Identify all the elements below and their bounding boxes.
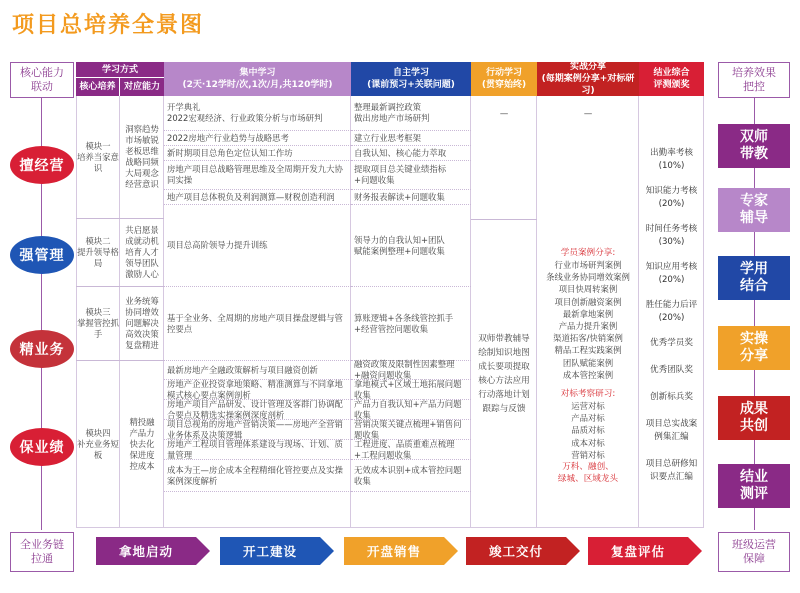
flow-stage: [466, 537, 566, 565]
badge-label: 学用结合: [740, 261, 768, 294]
self-study-task: 拿地模式+区域土地拓展问题收集: [351, 380, 471, 400]
left-top-label: 核心能力联动: [20, 66, 64, 93]
badge-label: 双师带教: [740, 129, 768, 162]
header-core-training: [76, 78, 120, 96]
concentrated-topic: 2022房地产行业趋势与战略思考: [164, 131, 351, 146]
self-study-task: 无效成本识别+成本管控问题收集: [351, 460, 471, 492]
left-bottom-label-box: [10, 532, 74, 572]
module-badge-business: [10, 330, 74, 368]
evaluation-name: 优秀学员奖: [650, 338, 693, 348]
flow-stage: [344, 537, 444, 565]
evaluation-name: 优秀团队奖: [650, 365, 693, 375]
header-text: 行动学习: [485, 68, 522, 78]
concentrated-topic: 成本为王—房企成本全程精细化管控要点及实操案例深度解析: [164, 460, 351, 492]
evaluation-weight: (20%): [658, 313, 685, 323]
header-subtext: (每期案例分享+对标研习): [541, 74, 635, 96]
evaluation-name: 创新标兵奖: [650, 392, 693, 402]
flow-stage-label: 开盘销售: [366, 544, 421, 559]
apply-badge: [718, 256, 790, 300]
concentrated-topic: 地产项目总体税负及利润测算—财税创造利润: [164, 190, 351, 205]
header-evaluation: [639, 62, 704, 96]
concentrated-topic: 最新房地产全融政策解析与项目融资创新: [164, 361, 351, 380]
module-badge-label: 强管理: [19, 248, 65, 264]
evaluation-item: [639, 418, 704, 444]
evaluation-item: [639, 364, 704, 377]
evaluation-list: [639, 147, 704, 498]
concentrated-topic: 房地产项目产品研发、设计管理及客群门协调配合要点及精选实操案例深度剖析: [164, 400, 351, 420]
module-badge-label: 擅经营: [19, 158, 65, 174]
right-top-label: 培养效果把控: [732, 66, 776, 93]
module-4-ability: 精投融 产品力 快去化 保进度 控成本: [129, 417, 155, 471]
header-concentrated: [164, 62, 351, 96]
concentrated-topic: 基于全业务、全周期的房地产项目操盘逻辑与管控要点: [164, 287, 351, 361]
badge-label: 成果共创: [740, 401, 768, 434]
evaluation-item: [639, 223, 704, 249]
evaluation-weight: (10%): [658, 161, 685, 171]
self-study-task: 工程进度、品质重难点梳理+工程问题收集: [351, 440, 471, 460]
module-1-name: 模块一 培养当家意识: [76, 96, 120, 219]
concentrated-topic: 房地产项目总战略管理思维及全周期开发九大协同实操: [164, 161, 351, 190]
header-text: 结业综合: [653, 68, 690, 78]
module-4-name: 模块四 补充业务短板: [77, 428, 119, 460]
flow-stage: [96, 537, 196, 565]
module-badge-performance: [10, 428, 74, 466]
evaluation-item: [639, 185, 704, 211]
module-2-name: 模块二 提升领导格局: [76, 219, 120, 287]
evaluation-name: 知识应用考核: [645, 262, 698, 272]
header-text: 实战分享: [569, 62, 606, 72]
header-self-study: [351, 62, 471, 96]
benchmark-title: 对标考察研习:: [560, 389, 616, 400]
header-ability: [120, 78, 164, 96]
right-bottom-label-box: [718, 532, 790, 572]
module-2-ability: 共启愿景 成就动机 培育人才 领导团队 激励人心: [120, 219, 164, 287]
self-study-task: 算账逻辑+各条线管控抓手 +经营管控问题收集: [351, 287, 471, 361]
evaluation-name: 胜任能力后评: [645, 300, 698, 310]
header-action: [471, 62, 537, 96]
page-title: 项目总培养全景图: [12, 13, 205, 38]
badge-label: 专家辅导: [740, 193, 768, 226]
practice-dash-2: —: [583, 108, 593, 118]
header-text: 集中学习: [239, 68, 276, 78]
evaluation-name: 知识能力考核: [645, 186, 698, 196]
header-text: 学习方式: [101, 64, 138, 75]
flow-stage: [588, 537, 688, 565]
practice-dash-1: —: [499, 108, 509, 118]
header-text: 核心培养: [79, 82, 116, 92]
badge-label: 结业测评: [740, 469, 768, 502]
module-badge-management: [10, 236, 74, 274]
evaluation-item: [639, 458, 704, 484]
left-top-label-box: [10, 62, 74, 98]
expert-badge: [718, 188, 790, 232]
concentrated-topic: 开学典礼 2022宏观经济、行业政策分析与市场研判: [164, 96, 351, 131]
evaluation-item: [639, 391, 704, 404]
module-3-ability: 业务统筹 协同增效 问题解决 高效决策 复盘精进: [120, 287, 164, 361]
concentrated-topic: 新时期项目总角色定位认知工作坊: [164, 146, 351, 161]
header-practice: [537, 62, 639, 96]
self-study-task: 建立行业思考框架: [351, 131, 471, 146]
header-learning-method: [76, 62, 164, 78]
evaluation-name: 项目总实战案例集汇编: [645, 419, 698, 442]
header-subtext: (课前预习+关联问题): [367, 80, 455, 90]
training-table: [76, 62, 704, 528]
self-study-task: 提取项目总关键业绩指标 +问题收集: [351, 161, 471, 190]
self-study-task: 自我认知、核心能力萃取: [351, 146, 471, 161]
header-subtext: (贯穿始终): [481, 80, 527, 90]
self-study-task: 财务报表解读+问题收集: [351, 190, 471, 205]
module-badge-operation: [10, 146, 74, 184]
right-bottom-label: 班级运营保障: [732, 538, 776, 565]
module-badge-label: 保业绩: [19, 440, 65, 456]
flow-stage-label: 开工建设: [242, 544, 297, 559]
header-text: 对应能力: [123, 82, 160, 92]
benchmark-items: 运营对标 产品对标 品质对标 成本对标 营销对标: [571, 401, 605, 460]
self-study-task: 融资政策及限制性因素整理 +融资问题收集: [351, 361, 471, 380]
coaching-badge: [718, 124, 790, 168]
evaluation-weight: (30%): [658, 237, 685, 247]
evaluation-name: 项目总研修知识要点汇编: [645, 459, 698, 482]
benchmark-companies: 万科、融创、 绿城、区域龙头: [557, 462, 619, 485]
header-subtext: (2天·12学时/次,1次/月,共120学时): [182, 80, 333, 90]
evaluation-item: [639, 147, 704, 173]
evaluation-weight: (20%): [658, 275, 685, 285]
share-title: 学员案例分享:: [560, 248, 616, 258]
self-study-task: 产品力自我认知+产品力问题收集: [351, 400, 471, 420]
evaluation-item: [639, 337, 704, 350]
evaluation-name: 出勤率考核: [650, 148, 693, 158]
share-badge: [718, 326, 790, 370]
self-study-task: 领导力的自我认知+团队 赋能案例整理+问题收集: [351, 205, 471, 287]
row-divider: [471, 219, 537, 220]
action-learning-text: 双师带教辅导 绘制知识地图 成长要项提取 核心方法应用 行动落地计划 跟踪与反馈: [478, 333, 530, 414]
share-items: 行业市场研判案例 条线业务协同增效案例 项目快周转案例 项目创新融资案例 最新拿地案例 产品力提升案例 渠道拓客/快销案例 精品工程实践案例 团队赋能案例 成本管控案例: [546, 260, 630, 380]
evaluation-badge: [718, 464, 790, 508]
self-study-task: 营销决策关键点梳理+销售问题收集: [351, 420, 471, 440]
left-bottom-label: 全业务链拉通: [20, 538, 64, 565]
practice-content: [537, 182, 639, 528]
concentrated-topic: 项目总视角的房地产营销决策——房地产全营销业务体系及决策逻辑: [164, 420, 351, 440]
concentrated-topic: 房地产企业投资拿地策略、精准测算与不同拿地模式核心要点案例剖析: [164, 380, 351, 400]
concentrated-topic: 房地产工程项目管理体系建设与现场、计划、质量管理: [164, 440, 351, 460]
evaluation-item: [639, 299, 704, 325]
header-subtext: 评测颁奖: [653, 80, 690, 90]
cocreate-badge: [718, 396, 790, 440]
module-badge-label: 精业务: [19, 342, 65, 358]
self-study-task: 整理最新调控政策 做出房地产市场研判: [351, 96, 471, 131]
badge-label: 实操分享: [740, 331, 768, 364]
flow-stage-label: 拿地启动: [118, 544, 173, 559]
header-text: 自主学习: [392, 68, 429, 78]
evaluation-name: 时间任务考核: [645, 224, 698, 234]
right-top-label-box: [718, 62, 790, 98]
module-3-name: 模块三 掌握管控抓手: [76, 287, 120, 361]
concentrated-topic: 项目总高阶领导力提升训练: [164, 205, 351, 287]
evaluation-item: [639, 261, 704, 287]
evaluation-weight: (20%): [658, 199, 685, 209]
flow-stage: [220, 537, 320, 565]
module-1-ability: 洞察趋势 市场敏锐 老板思维 战略同频 大局观念 经营意识: [120, 96, 164, 219]
flow-stage-label: 复盘评估: [610, 544, 665, 559]
flow-stage-label: 竣工交付: [488, 544, 543, 559]
